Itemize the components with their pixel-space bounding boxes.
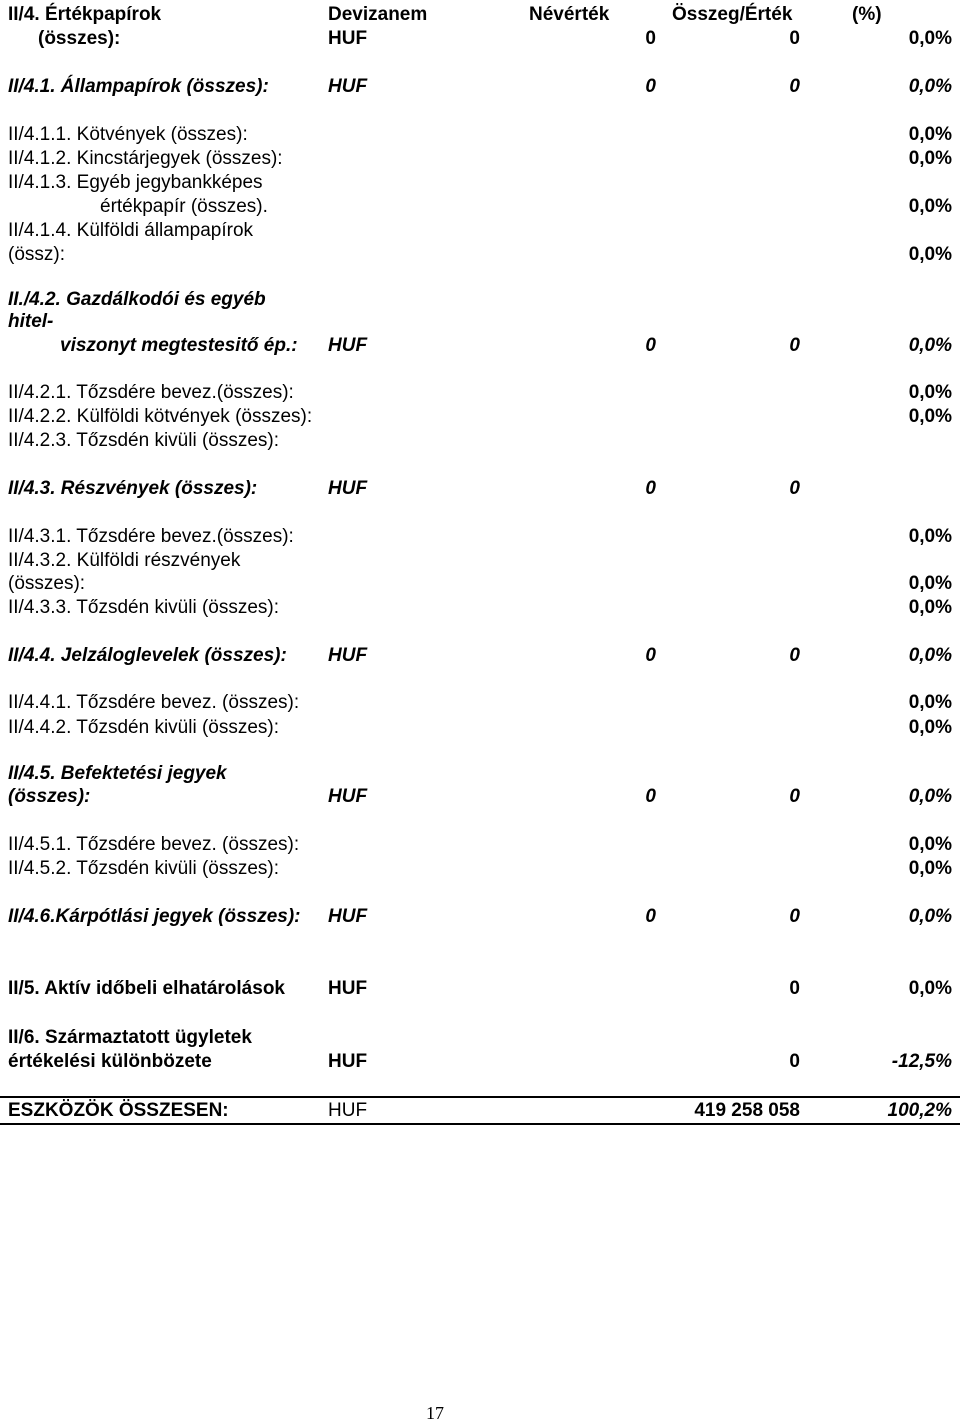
percent-value: 0,0% [908, 76, 952, 97]
percent-value: 0,0% [908, 692, 952, 713]
amount-value: 0 [789, 28, 800, 49]
percent-value: 0,0% [908, 196, 952, 217]
percent-value: 0,0% [908, 858, 952, 879]
section-label-continued: értékelési különbözete [8, 1051, 212, 1072]
subsection-label-continued: viszonyt megtestesitő ép.: [60, 335, 298, 356]
nominal-value: 0 [645, 478, 656, 499]
currency-value: HUF [328, 478, 368, 499]
nominal-value: 0 [645, 28, 656, 49]
amount-value: 0 [789, 645, 800, 666]
percent-value: 0,0% [908, 124, 952, 145]
currency-value: HUF [328, 28, 368, 49]
currency-value: HUF [328, 978, 368, 999]
nominal-value: 0 [645, 645, 656, 666]
percent-value: 0,0% [908, 335, 952, 356]
percent-value: 0,0% [908, 717, 952, 738]
percent-value: 0,0% [908, 28, 952, 49]
row-label-continued: (összes): [8, 573, 86, 594]
row-label: II/4.3.2. Külföldi részvények [8, 550, 241, 571]
currency-value: HUF [328, 906, 368, 927]
percent-value: -12,5% [891, 1051, 952, 1072]
total-percent: 100,2% [887, 1100, 952, 1121]
row-label: II/4.4.2. Tőzsdén kivüli (összes): [8, 717, 280, 738]
percent-value: 0,0% [908, 382, 952, 403]
row-label: II/4.1.1. Kötvények (összes): [8, 124, 248, 145]
column-header-devizanem: Devizanem [328, 4, 428, 25]
total-currency: HUF [328, 1100, 368, 1121]
percent-value: 0,0% [908, 573, 952, 594]
amount-value: 0 [789, 478, 800, 499]
currency-value: HUF [328, 1051, 368, 1072]
percent-value: 0,0% [908, 406, 952, 427]
row-label: II/4.3.1. Tőzsdére bevez.(összes): [8, 526, 294, 547]
row-label: II/4.5.2. Tőzsdén kivüli (összes): [8, 858, 280, 879]
row-label: II/4.3.3. Tőzsdén kivüli (összes): [8, 597, 280, 618]
row-label: II/4.1.3. Egyéb jegybankképes [8, 172, 263, 193]
subsection-label: II/4.5. Befektetési jegyek [8, 763, 227, 784]
amount-value: 0 [789, 76, 800, 97]
row-label-continued: értékpapír (összes). [100, 196, 268, 217]
row-label: II/4.2.3. Tőzsdén kivüli (összes): [8, 430, 280, 451]
section-title-ertekpapirok: II/4. Értékpapírok [8, 4, 162, 25]
total-top-rule [0, 1096, 960, 1098]
subsection-label-continued: (összes): [8, 786, 91, 807]
amount-value: 0 [789, 786, 800, 807]
row-label: II/4.4.1. Tőzsdére bevez. (összes): [8, 692, 300, 713]
currency-value: HUF [328, 335, 368, 356]
percent-value: 0,0% [908, 645, 952, 666]
column-header-percent: (%) [852, 4, 882, 25]
amount-value: 0 [789, 335, 800, 356]
currency-value: HUF [328, 645, 368, 666]
subsection-label: II/4.4. Jelzáloglevelek (összes): [8, 645, 287, 666]
section-title-line2: (összes): [38, 28, 121, 49]
column-header-nevertek: Névérték [529, 4, 610, 25]
percent-value: 0,0% [908, 597, 952, 618]
amount-value: 0 [789, 1051, 800, 1072]
row-label: II/4.1.4. Külföldi állampapírok [8, 220, 254, 241]
section-label: II/6. Származtatott ügyletek [8, 1027, 252, 1048]
subsection-label: II/4.6.Kárpótlási jegyek (összes): [8, 906, 301, 927]
percent-value: 0,0% [908, 906, 952, 927]
nominal-value: 0 [645, 906, 656, 927]
row-label: II/4.5.1. Tőzsdére bevez. (összes): [8, 834, 300, 855]
section-label: II/5. Aktív időbeli elhatárolások [8, 978, 285, 999]
page-number: 17 [426, 1403, 444, 1423]
subsection-label: II/4.1. Állampapírok (összes): [8, 76, 269, 97]
nominal-value: 0 [645, 76, 656, 97]
percent-value: 0,0% [908, 148, 952, 169]
total-amount: 419 258 058 [694, 1100, 800, 1121]
column-header-osszeg: Összeg/Érték [672, 4, 793, 25]
amount-value: 0 [789, 978, 800, 999]
percent-value: 0,0% [908, 978, 952, 999]
nominal-value: 0 [645, 786, 656, 807]
percent-value: 0,0% [908, 526, 952, 547]
row-label: II/4.2.1. Tőzsdére bevez.(összes): [8, 382, 294, 403]
total-label: ESZKÖZÖK ÖSSZESEN: [8, 1100, 229, 1121]
nominal-value: 0 [645, 335, 656, 356]
row-label: II/4.2.2. Külföldi kötvények (összes): [8, 406, 313, 427]
currency-value: HUF [328, 786, 368, 807]
percent-value: 0,0% [908, 786, 952, 807]
amount-value: 0 [789, 906, 800, 927]
total-bottom-rule [0, 1123, 960, 1125]
subsection-label-continued: hitel- [8, 311, 54, 332]
row-label: II/4.1.2. Kincstárjegyek (összes): [8, 148, 283, 169]
percent-value: 0,0% [908, 834, 952, 855]
subsection-label: II/4.3. Részvények (összes): [8, 478, 258, 499]
row-label-continued: (össz): [8, 244, 65, 265]
subsection-label: II./4.2. Gazdálkodói és egyéb [8, 289, 266, 310]
percent-value: 0,0% [908, 244, 952, 265]
currency-value: HUF [328, 76, 368, 97]
